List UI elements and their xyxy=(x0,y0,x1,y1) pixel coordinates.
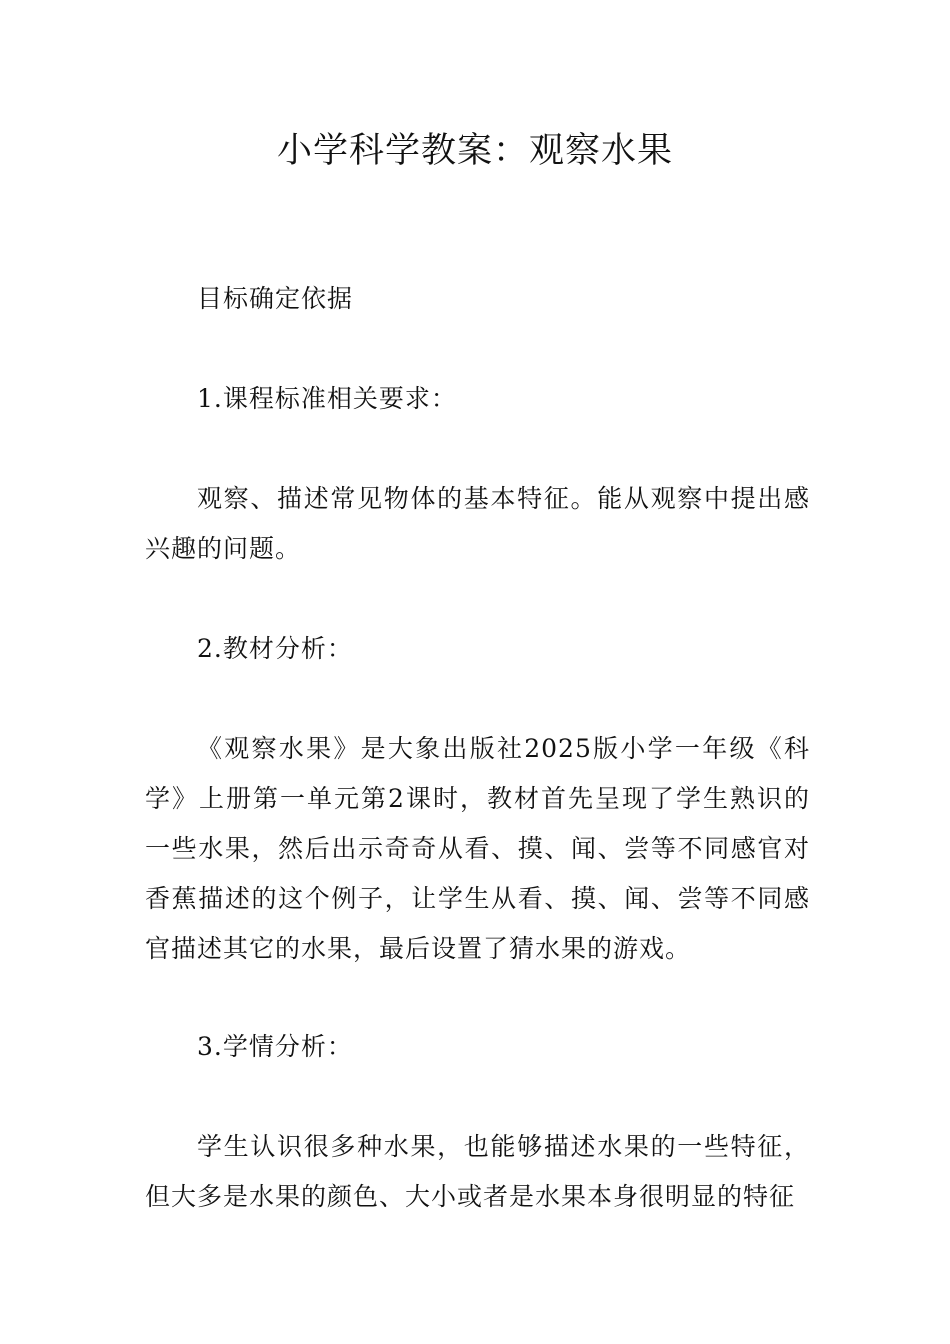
heading-curriculum-standards: 1.课程标准相关要求： xyxy=(197,384,457,413)
document-title: 小学科学教案：观察水果 xyxy=(276,131,673,171)
heading-textbook-analysis: 2.教材分析： xyxy=(197,634,353,663)
section-heading: 目标确定依据 xyxy=(197,284,354,313)
paragraph-student-analysis: 学生认识很多种水果，也能够描述水果的一些特征，但大多是水果的颜色、大小或者是水果本身很明显的特征 xyxy=(145,1132,810,1211)
heading-student-analysis: 3.学情分析： xyxy=(197,1032,353,1061)
paragraph-curriculum-standards: 观察、描述常见物体的基本特征。能从观察中提出感兴趣的问题。 xyxy=(145,484,810,563)
paragraph-textbook-analysis: 《观察水果》是大象出版社2025版小学一年级《科学》上册第一单元第2课时，教材首先呈现了学生熟识的一些水果，然后出示奇奇从看、摸、闻、尝等不同感官对香蕉描述的这个例子，让学生从看、摸、闻、尝等不同感官描述其它的水果，最后设置了猜水果的游戏。 xyxy=(145,734,810,963)
